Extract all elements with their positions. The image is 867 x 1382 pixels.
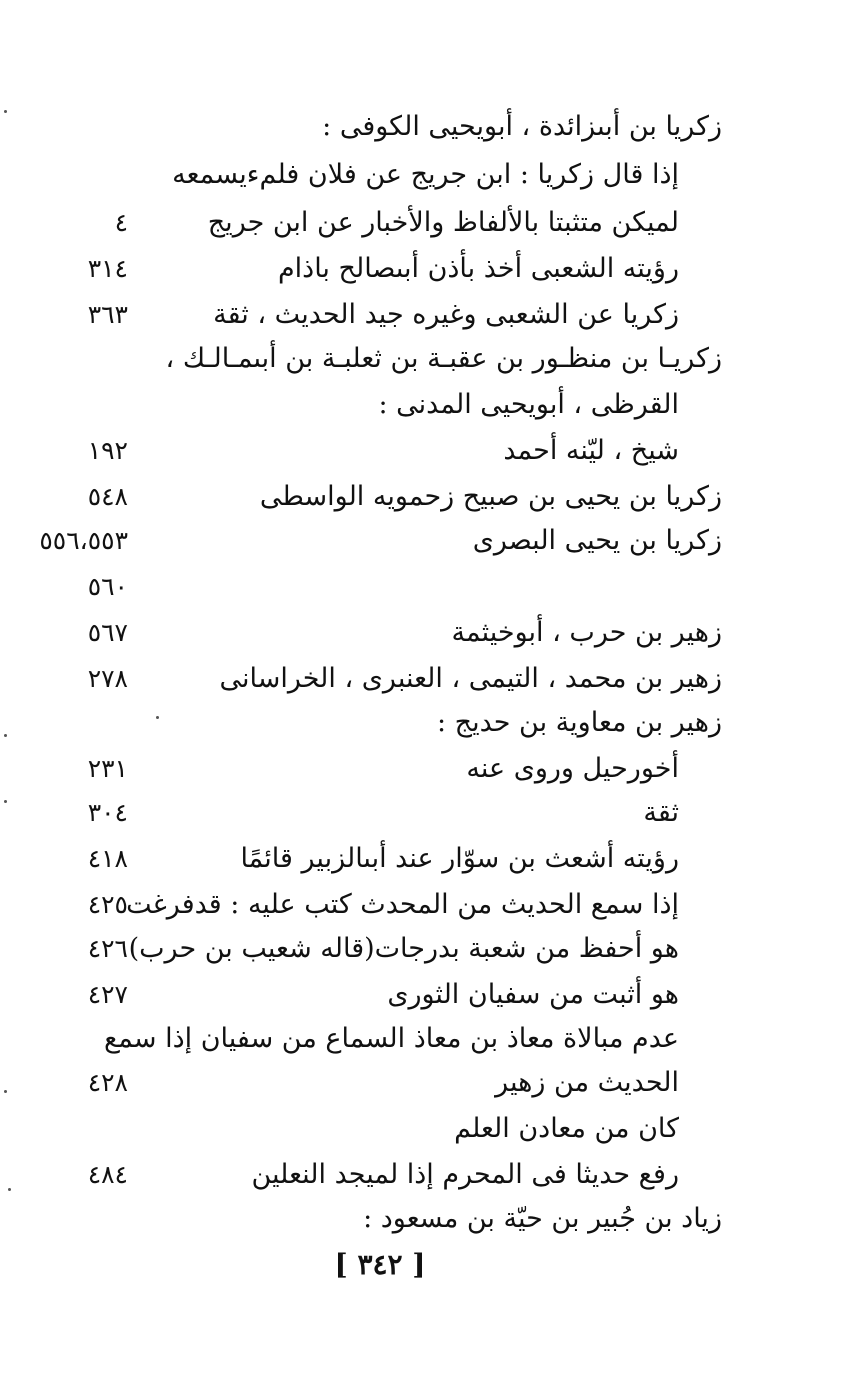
page-reference: ٤١٨ xyxy=(87,844,128,873)
page-reference: ٤٢٧ xyxy=(87,980,128,1009)
index-entry-heading: زهير بن حرب ، أبوخيثمة xyxy=(451,617,722,648)
index-entry-text: إذا قال زكريا : ابن جريج عن فلان فلمءيسمعه xyxy=(172,159,679,190)
scan-speck xyxy=(156,716,159,719)
page-reference: ٤٢٨ xyxy=(87,1068,128,1097)
page-number: [ ٣٤٢ ] xyxy=(334,1248,426,1281)
page-reference: ٤٢٦ xyxy=(87,934,128,963)
index-entry-text: رؤيته أشعث بن سوّار عند أبىالزبير قائمًا xyxy=(240,843,679,874)
index-entry-heading: زهير بن معاوية بن حديج : xyxy=(436,707,722,738)
index-entry-heading: زكريا بن يحيى البصرى xyxy=(472,525,722,556)
index-entry-heading: زكريا بن يحيى بن صبيح زحمويه الواسطى xyxy=(259,481,722,512)
index-entry-text: إذا سمع الحديث من المحدث كتب عليه : قدفرغت xyxy=(126,889,679,920)
index-entry-text: هو أثبت من سفيان الثورى xyxy=(387,979,679,1010)
scan-speck xyxy=(4,1090,7,1093)
scan-speck xyxy=(4,734,7,737)
index-entry-text: عدم مبالاة معاذ بن معاذ السماع من سفيان إذا سمع xyxy=(103,1023,679,1054)
index-entry-text: كان من معادن العلم xyxy=(454,1113,679,1144)
index-entry-text: زكريا عن الشعبى وغيره جيد الحديث ، ثقة xyxy=(213,299,679,330)
page-reference: ٤ xyxy=(114,208,128,237)
page-reference: ٥٥٦،٥٥٣ xyxy=(39,526,128,555)
page-reference: ٤٨٤ xyxy=(87,1160,128,1189)
index-entry-text: شيخ ، ليّنه أحمد xyxy=(503,435,679,466)
index-entry-text: لميكن متثبتا بالألفاظ والأخبار عن ابن جريج xyxy=(207,207,679,238)
index-entry-text: هو أحفظ من شعبة بدرجات(قاله شعيب بن حرب) xyxy=(128,933,679,964)
scan-speck xyxy=(4,110,7,113)
page-reference: ٥٤٨ xyxy=(87,482,128,511)
page-reference: ٤٢٥ xyxy=(87,890,128,919)
index-entry-heading: زهير بن محمد ، التيمى ، العنبرى ، الخراسانى xyxy=(219,663,722,694)
page-reference: ٢٣١ xyxy=(87,754,128,783)
scan-speck xyxy=(4,800,7,803)
page-reference: ٢٧٨ xyxy=(87,664,128,693)
index-entry-text: الحديث من زهير xyxy=(495,1067,679,1098)
page-reference: ٥٦٧ xyxy=(87,618,128,647)
index-entry-heading: زكريا بن أبىزائدة ، أبويحيى الكوفى : xyxy=(322,111,722,142)
index-entry-heading: زكريـا بن منظـور بن عقبـة بن ثعلبـة بن أبىمـالـك ، xyxy=(165,343,722,374)
index-entry-text: ثقة xyxy=(643,797,679,828)
index-entry-text: القرظى ، أبويحيى المدنى : xyxy=(378,389,679,420)
page-reference: ١٩٢ xyxy=(87,436,128,465)
page-reference: ٥٦٠ xyxy=(87,572,128,601)
index-entry-text: رؤيته الشعبى أخذ بأذن أبىصالح باذام xyxy=(277,253,679,284)
page-reference: ٣٦٣ xyxy=(87,300,128,329)
page-reference: ٣١٤ xyxy=(87,254,128,283)
index-entry-text: أخورحيل وروى عنه xyxy=(466,753,679,784)
index-entry-heading: زياد بن جُبير بن حيّة بن مسعود : xyxy=(363,1203,722,1234)
page-reference: ٣٠٤ xyxy=(87,798,128,827)
scan-speck xyxy=(8,1188,11,1191)
index-entry-text: رفع حديثا فى المحرم إذا لميجد النعلين xyxy=(251,1159,679,1190)
